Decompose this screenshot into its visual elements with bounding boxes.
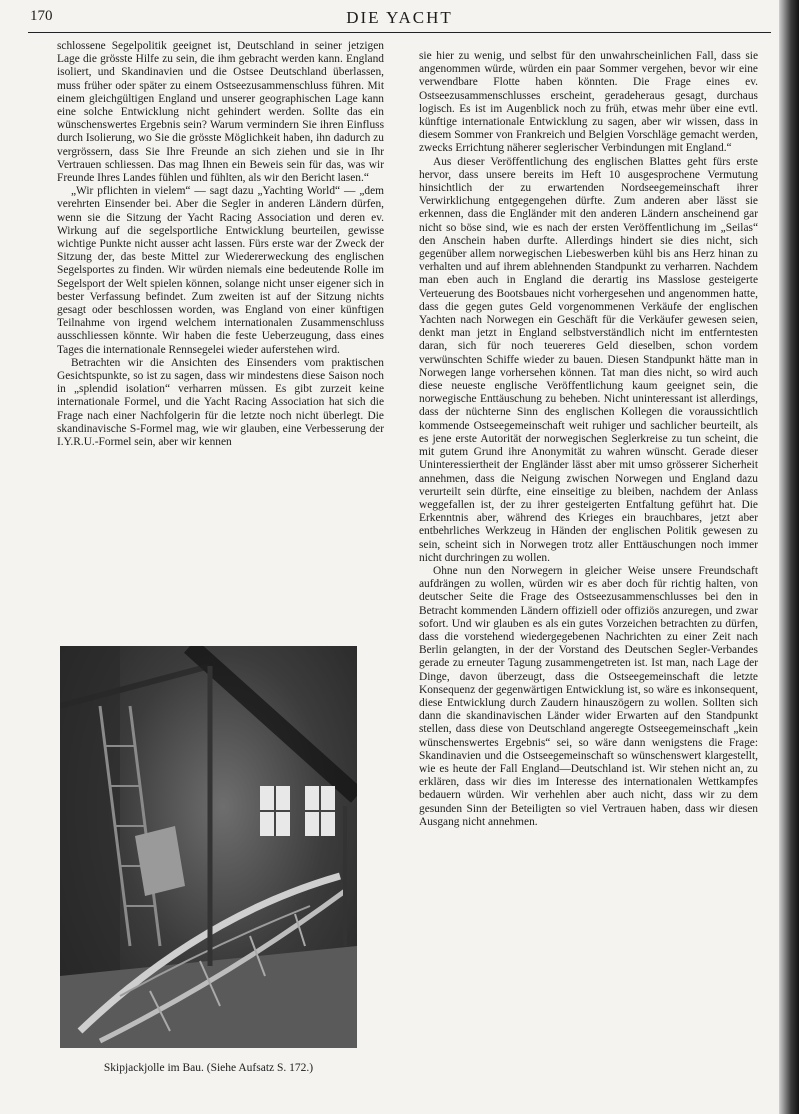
paragraph: Aus dieser Veröffentlichung des englischen Blattes geht fürs erste hervor, dass unsere bereits im Heft 10 ausgesprochene Vermutung hinsichtlich der zu erwartenden Nordseegemeinschaft ihrer Verwirklichung entgegengehen dürfte. Zum anderen aber lässt sie erkennen, dass die Engländer mit den anderen Ländern anscheinend gar nicht so böse sind, wie es nach der ersten Veröffentlichung im „Seilas“ den Anschein haben durfte. Allerdings hindert sie dies nicht, sich gegenüber allem norwegischen Liebeswerben kühl bis ans Herz hinan zu verhalten und auf ihrem ablehnenden Standpunkt zu verharren. Nachdem man eben auch in England die derartig ins Masslose gesteigerte Verteuerung des Bootsbaues nicht vorhergesehen und angenommen hatte, dass die gegen gutes Geld vorgenommenen Verkäufe der englischen Yachten nach Norwegen ein Geschäft für die Verkäufer gewesen seien, denkt man jetzt in England selbstverständlich nicht im entferntesten daran, sich für noch teuereres Geld dieselben, schon vordem verwünschten Schiffe wieder zu bauen. Diesen Standpunkt hätte man in Norwegen lange vorhersehen können. Tat man dies nicht, so wird auch diese neueste englische Veröffentlichung kaum geeignet sein, die norwegische Enttäuschung zu beheben. Nicht uninteressant ist allerdings, dass der nüchterne Sinn des englischen Kollegen die voraussichtlich kommende Ostseegemeinschaft weit ruhiger und sachlicher beurteilt, als es jene erste Autorität der norwegischen Seglerkreise zu tun scheint, die mit gutem Grund ihre Anonymität zu wahren wünscht. Gerade dieser Uninteressiertheit der Engländer lässt aber mit umso grösserer Sicherheit annehmen, dass die Neigung zwischen Norwegen und England dazu verurteilt sein dürfte, eine einseitige zu bleiben, nachdem der Anlass weggefallen ist, der zu ihrer gesteigerten Entfaltung geführt hat. Die Erkenntnis aber, während des Krieges ein brauchbares, jetzt aber entbehrliches Werkzeug in Händen der englischen Politik gewesen zu sein, scheint sich in Norwegen trotz aller Enttäuschungen noch immer nicht durchringen zu wollen. (419, 155, 758, 564)
page-number: 170 (30, 8, 53, 24)
left-text-column (57, 40, 384, 632)
paragraph: „Wir pflichten in vielem“ — sagt dazu „Yachting World“ — „dem verehrten Einsender bei. Aber die Segler in anderen Ländern dürfen, wenn sie die Sitzung der Yacht Racing Association und deren ev. Wirkung auf die segelsportliche Entwicklung beurteilen, gewisse wichtige Punkte nicht ausser acht lassen. Fürs erste war der Zweck der Sitzung der, das beste Mittel zur Wiedererweckung des englischen Segelsportes zu finden. Wir würden niemals eine bedeutende Rolle im Segelsport der Welt spielen können, solange nicht unser eigener sich in bester Verfassung befindet. Zum zweiten ist auf der Sitzung nichts gesagt oder beschlossen worden, was England von einer künftigen Teilnahme von irgend welchem internationalen Zusammenschluss ausschliessen könnte. Wir haben die feste Ueberzeugung, dass eines Tages die internationale Rennsegelei wieder auferstehen wird. (57, 185, 384, 356)
right-text-column (419, 50, 758, 1110)
photo-illustration (60, 646, 357, 1048)
paragraph: schlossene Segelpolitik geeignet ist, Deutschland in seiner jetzigen Lage die grösste Hilfe zu sein, die ihm gebracht werden kann. England isoliert, und Skandinavien und die Ostsee Deutschland überlassen, muss früher oder später zu einem Ostseezusammenschluss führen. Mit einem gleichgültigen England und unserer geographischen Lage kann eine solche Entwicklung nicht gehindert werden. Sollte das ein wünschenswertes Ergebnis sein? Warum vermindern Sie ihren Einfluss durch Isolierung, wo Sie die grösste Möglichkeit haben, ihn dadurch zu vergrössern, dass Sie Ihre Freunde an sich ziehen und sie in Ihr Vertrauen schliessen. Das mag Ihnen ein Beweis sein für das, was wir Freunde Ihres Landes fühlen und fühlten, als wir den Bericht lasen.“ (57, 40, 384, 185)
paragraph: sie hier zu wenig, und selbst für den unwahrscheinlichen Fall, dass sie angenommen würde, würden ein paar Sommer vergehen, bevor wir eine verwendbare Flotte haben könnten. Die Frage eines ev. Ostseezusammenschlusses erscheint, geradeheraus gesagt, durchaus logisch. Es ist im Augenblick noch zu früh, etwas mehr über eine evtl. künftige internationale Entwicklung zu sagen, aber wir wissen, dass in diesem Sommer von Frankreich und Belgien Vorschläge gemacht werden, zwecks Errichtung näherer seglerischer Verbindungen mit England.“ (419, 50, 758, 155)
photo-caption: Skipjackjolle im Bau. (Siehe Aufsatz S. 172.) (103, 1062, 314, 1074)
paragraph: Ohne nun den Norwegern in gleicher Weise unsere Freundschaft aufdrängen zu wollen, würden wir es aber doch für richtig halten, von deutscher Seite die Frage des Ostseezusammenschlusses bei den in Betracht kommenden Ländern offiziell oder offiziös anzuregen, und zwar sofort. Und wir glauben es als ein gutes Vorzeichen betrachten zu dürfen, dass die vorstehend wiedergegebenen Nachrichten zu einer Zeit nach Berlin gelangten, in der der Vorstand des Deutschen Segler-Verbandes gerade zu erneuter Tagung zusammengetreten ist. Ist man, nach Lage der Dinge, davon überzeugt, dass die Ostseegemeinschaft die letzte Konsequenz der gegenwärtigen Entwicklung ist, so wäre es inkonsequent, diese Entwicklung durch Zaudern hinauszögern zu wollen. Sollten sich dann die skandinavischen Länder wider Erwarten auf den Standpunkt stellen, dass diese von Deutschland angeregte Ostseegemeinschaft „kein wünschenswertes Ergebnis“ sei, so wäre dann wenigstens die Frage: Skandinavien und die Ostseegemeinschaft so wünschenswert klargestellt, wie es heute der Fall England—Deutschland ist. Wir stehen nicht an, zu erklären, dass wir dies im Interesse des internationalen Wettkampfes bedauern würden. Wir verhehlen aber auch nicht, dass wir zu dem gesunden Sinn der Beteiligten so viel Vertrauen haben, dass wir diesen Ausgang nicht annehmen. (419, 564, 758, 828)
header-rule (28, 32, 771, 33)
running-head-title: DIE YACHT (346, 8, 453, 27)
paragraph: Betrachten wir die Ansichten des Einsenders vom praktischen Gesichtspunkte, so ist zu sagen, dass wir mindestens diese Saison noch in „splendid isolation“ verharren müssen. Es gibt zurzeit keine internationale Formel, und die Yacht Racing Association hat sich die Frage nach einer Nachfolgerin für die letzte noch nicht überlegt. Die skandinavische S-Formel mag, wie wir glauben, eine Verbesserung der I.Y.R.U.-Formel sein, aber wir kennen (57, 356, 384, 449)
binding-edge-shadow (779, 0, 799, 1114)
boat-construction-photo (60, 646, 357, 1048)
